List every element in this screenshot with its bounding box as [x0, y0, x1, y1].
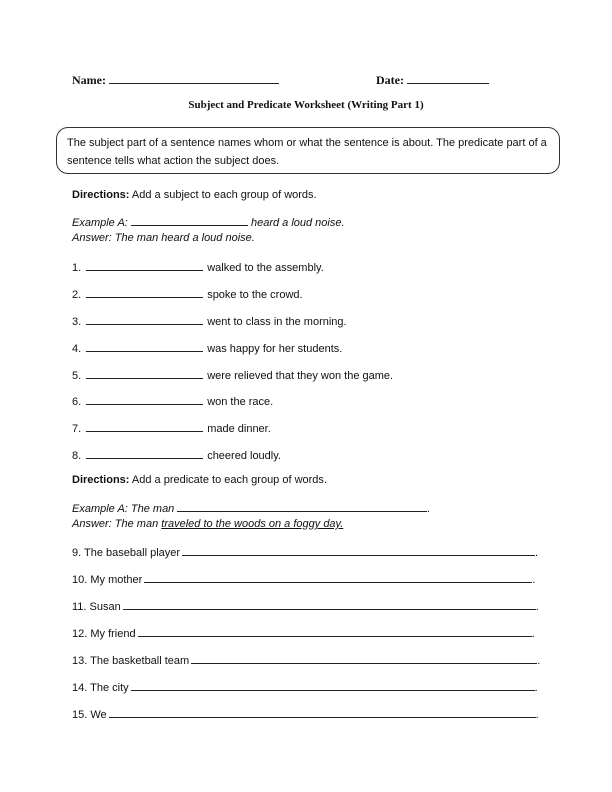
predicate-blank-12[interactable] [138, 625, 532, 637]
predicate-item-10 [72, 571, 535, 586]
item-number: 3. [72, 316, 82, 328]
item-number: 8. [72, 450, 82, 462]
subject-item-8 [72, 447, 281, 462]
end-mark: . [531, 628, 535, 640]
predicate-item-9 [72, 544, 538, 559]
subject-item-5 [72, 367, 393, 382]
date-label: Date: [376, 73, 404, 87]
subject-blank-1[interactable] [86, 259, 203, 271]
example-a-1-label: Example A: [72, 217, 128, 229]
item-text: spoke to the crowd. [207, 289, 303, 301]
answer-1: Answer: The man heard a loud noise. [72, 232, 255, 244]
answer-2-prefix: Answer: The man [72, 518, 162, 530]
predicate-item-12 [72, 625, 535, 640]
item-text: 10. My mother [72, 574, 143, 586]
predicate-item-13 [72, 652, 540, 667]
example-a-2-blank [177, 500, 427, 512]
predicate-item-14 [72, 679, 538, 694]
subject-blank-3[interactable] [86, 313, 203, 325]
predicate-item-15 [72, 706, 539, 721]
item-number: 2. [72, 289, 82, 301]
item-text: 14. The city [72, 682, 129, 694]
predicate-blank-15[interactable] [109, 706, 536, 718]
predicate-blank-10[interactable] [144, 571, 532, 583]
predicate-item-11 [72, 598, 539, 613]
page-title: Subject and Predicate Worksheet (Writing Part 1) [188, 99, 424, 111]
item-text: were relieved that they won the game. [207, 370, 394, 382]
date-line[interactable] [407, 71, 489, 84]
item-number: 1. [72, 262, 82, 274]
item-text: won the race. [207, 396, 274, 408]
directions-1-label: Directions: [72, 189, 130, 201]
subject-item-4 [72, 340, 342, 355]
item-number: 7. [72, 423, 82, 435]
item-text: 9. The baseball player [72, 547, 181, 559]
end-mark: . [537, 655, 541, 667]
example-a-2 [72, 500, 430, 515]
intro-text [67, 134, 547, 170]
predicate-blank-13[interactable] [191, 652, 537, 664]
item-text: 11. Susan [72, 601, 121, 613]
directions-2-text: Add a predicate to each group of words. [129, 474, 327, 486]
subject-item-6 [72, 393, 273, 408]
name-field[interactable] [72, 71, 279, 88]
intro-line-1: The subject part of a sentence names whom or what the sentence is about. The predicate part of a [67, 137, 547, 149]
example-a-2-text: Example A: The man [72, 503, 175, 515]
subject-item-1 [72, 259, 324, 274]
intro-box [56, 127, 560, 174]
end-mark: . [535, 709, 539, 721]
item-text: was happy for her students. [207, 343, 343, 355]
item-text: walked to the assembly. [207, 262, 324, 274]
intro-line-2: sentence tells what action the subject does. [67, 155, 280, 167]
answer-2-underlined: traveled to the woods on a foggy day. [161, 518, 344, 530]
date-field[interactable] [376, 71, 489, 88]
item-text: 13. The basketball team [72, 655, 190, 667]
name-line[interactable] [109, 71, 279, 84]
item-number: 4. [72, 343, 82, 355]
answer-2 [72, 518, 343, 530]
predicate-blank-11[interactable] [123, 598, 536, 610]
name-label: Name: [72, 73, 106, 87]
end-mark: . [535, 547, 539, 559]
directions-1 [72, 189, 317, 201]
item-number: 5. [72, 370, 82, 382]
item-text: 12. My friend [72, 628, 136, 640]
predicate-blank-14[interactable] [131, 679, 535, 691]
subject-blank-5[interactable] [86, 367, 203, 379]
item-text: went to class in the morning. [207, 316, 347, 328]
predicate-blank-9[interactable] [182, 544, 535, 556]
directions-2 [72, 474, 327, 486]
subject-blank-8[interactable] [86, 447, 203, 459]
subject-item-2 [72, 286, 303, 301]
directions-2-label: Directions: [72, 474, 130, 486]
subject-item-7 [72, 420, 271, 435]
example-a-1 [72, 214, 345, 229]
example-a-2-end: . [427, 503, 431, 515]
end-mark: . [535, 601, 539, 613]
item-text: made dinner. [207, 423, 271, 435]
subject-blank-4[interactable] [86, 340, 203, 352]
subject-blank-2[interactable] [86, 286, 203, 298]
example-a-1-text: heard a loud noise. [250, 217, 345, 229]
subject-item-3 [72, 313, 347, 328]
end-mark: . [534, 682, 538, 694]
end-mark: . [532, 574, 536, 586]
item-number: 6. [72, 396, 82, 408]
item-text: cheered loudly. [207, 450, 281, 462]
directions-1-text: Add a subject to each group of words. [129, 189, 317, 201]
subject-blank-7[interactable] [86, 420, 203, 432]
example-a-1-blank [131, 214, 248, 226]
item-text: 15. We [72, 709, 107, 721]
subject-blank-6[interactable] [86, 393, 203, 405]
